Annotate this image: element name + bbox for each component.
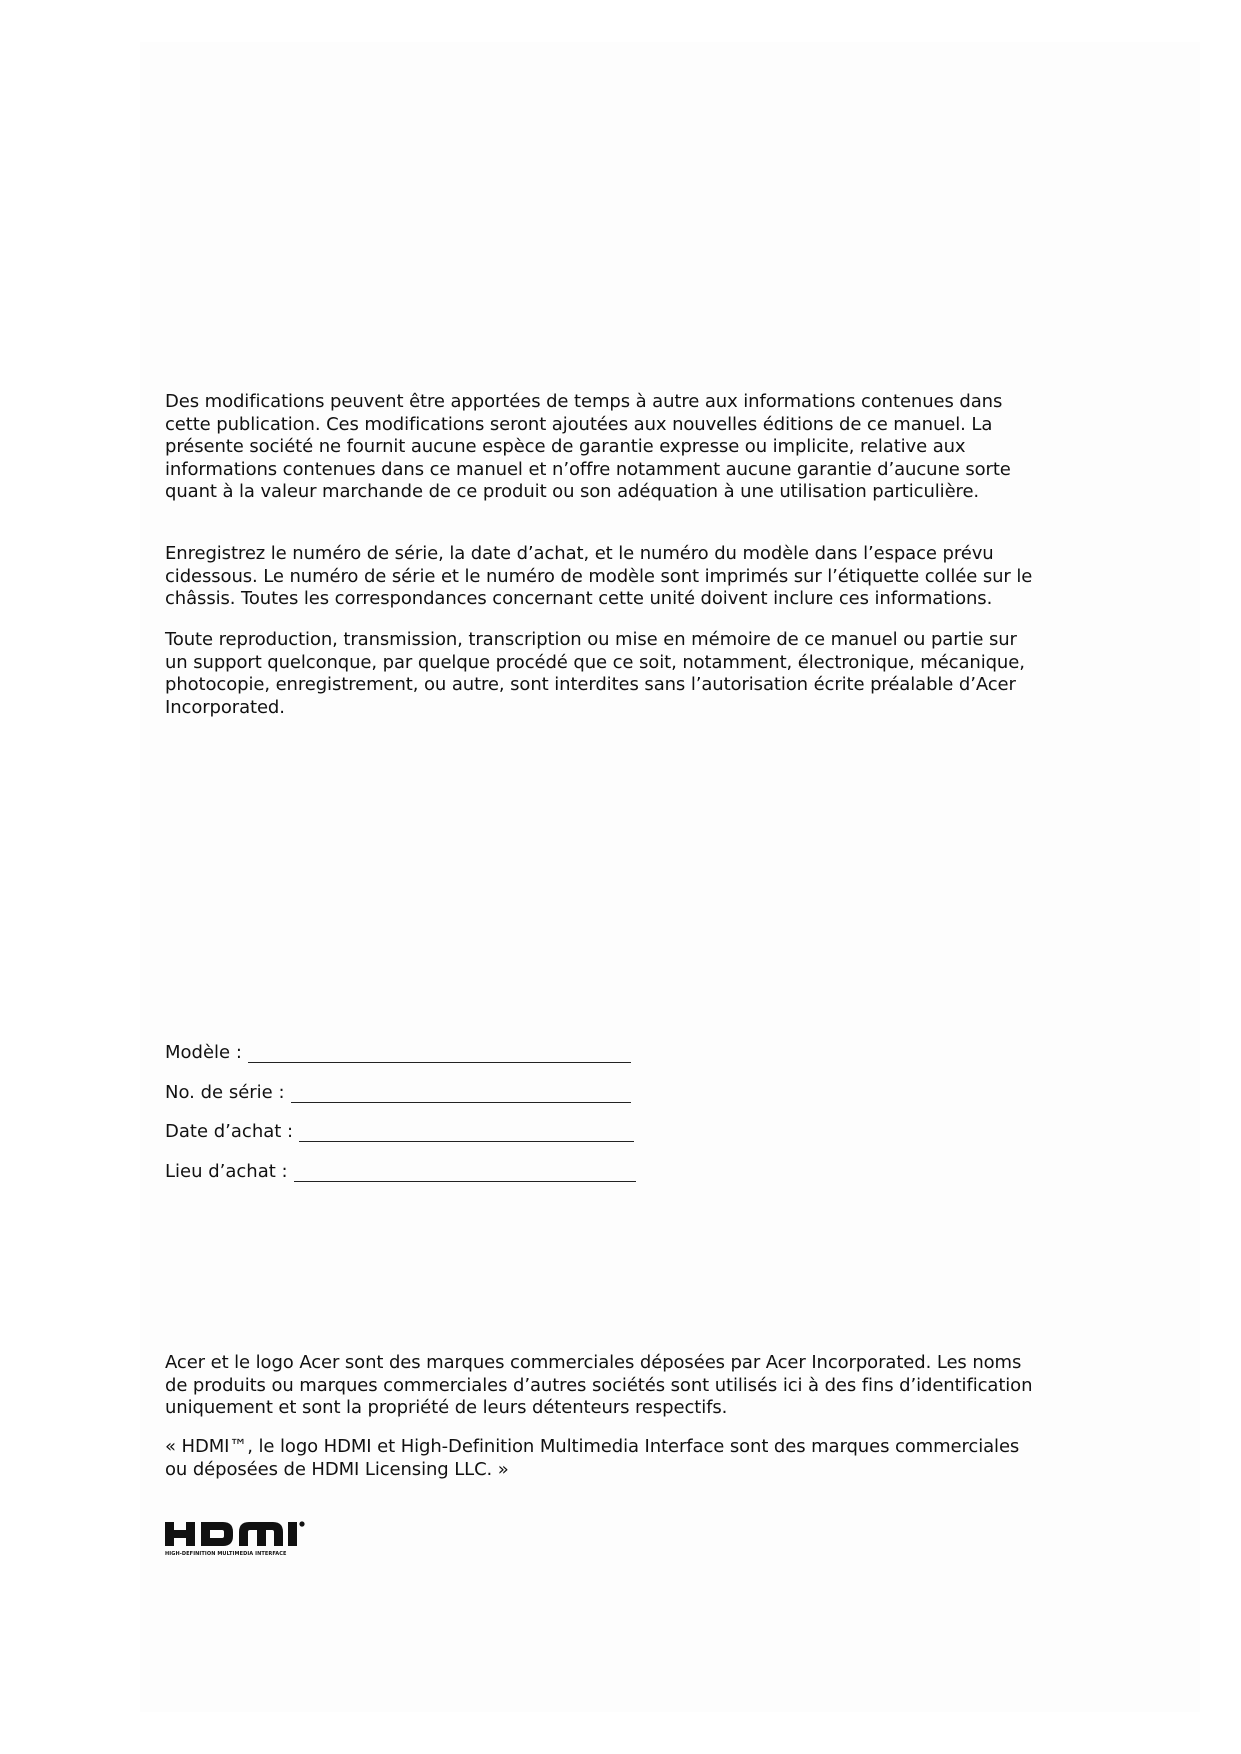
- hdmi-logo-tagline: HIGH-DEFINITION MULTIMEDIA INTERFACE: [165, 1551, 287, 1557]
- disclaimer-paragraph: [165, 391, 1045, 504]
- model-blank-line: [248, 1044, 631, 1063]
- hdmi-trademark-text: « HDMI™, le logo HDMI et High-Definition Multimedia Interface sont des marques commerciales ou déposées de HDMI Licensing LLC. »: [165, 1436, 1020, 1480]
- hdmi-trademark-paragraph: [165, 1436, 1045, 1481]
- purchase-date-label: Date d’achat :: [165, 1121, 294, 1143]
- model-label: Modèle :: [165, 1042, 242, 1063]
- model-row: [165, 1039, 665, 1063]
- purchase-place-row: [165, 1158, 665, 1182]
- purchase-date-row: [165, 1118, 665, 1142]
- copyright-paragraph: [165, 629, 1045, 719]
- purchase-place-blank-line: [294, 1163, 636, 1182]
- product-info-form: [165, 1039, 665, 1197]
- acer-trademark-paragraph: [165, 1352, 1045, 1420]
- serial-blank-line: [291, 1084, 631, 1103]
- serial-row: [165, 1079, 665, 1103]
- purchase-place-label: Lieu d’achat :: [165, 1160, 288, 1182]
- serial-label: No. de série :: [165, 1081, 285, 1103]
- copyright-text: Toute reproduction, transmission, transcription ou mise en mémoire de ce manuel ou partie sur un support quelconque, par quelque procédé que ce soit, notamment, électronique, mécanique, photocopie, enregistrement, ou autre, sont interdites sans l’autorisation écrite préalable d’Acer Incorporated.: [165, 629, 1025, 718]
- purchase-date-blank-line: [299, 1123, 634, 1142]
- registration-text: Enregistrez le numéro de série, la date d’achat, et le numéro du modèle dans l’espace prévu cidessous. Le numéro de série et le numéro de modèle sont imprimés sur l’étiquette collée sur le châssis. Toutes les correspondances concernant cette unité doivent inclure ces informations.: [165, 543, 1033, 610]
- hdmi-logo: [165, 1519, 337, 1559]
- acer-trademark-text: Acer et le logo Acer sont des marques commerciales déposées par Acer Incorporated. Les noms de produits ou marques commerciales d’autres sociétés sont utilisés ici à des fins d’identification uniquement et sont la propriété de leurs détenteurs respectifs.: [165, 1352, 1033, 1419]
- disclaimer-text: Des modifications peuvent être apportées de temps à autre aux informations contenues dans cette publication. Ces modifications seront ajoutées aux nouvelles éditions de ce manuel. La présente société ne fournit aucune espèce de garantie expresse ou implicite, relative aux informations contenues dans ce manuel et n’offre notamment aucune garantie d’aucune sorte quant à la valeur marchande de ce produit ou son adéquation à une utilisation particulière.: [165, 391, 1011, 503]
- registration-paragraph: [165, 543, 1045, 611]
